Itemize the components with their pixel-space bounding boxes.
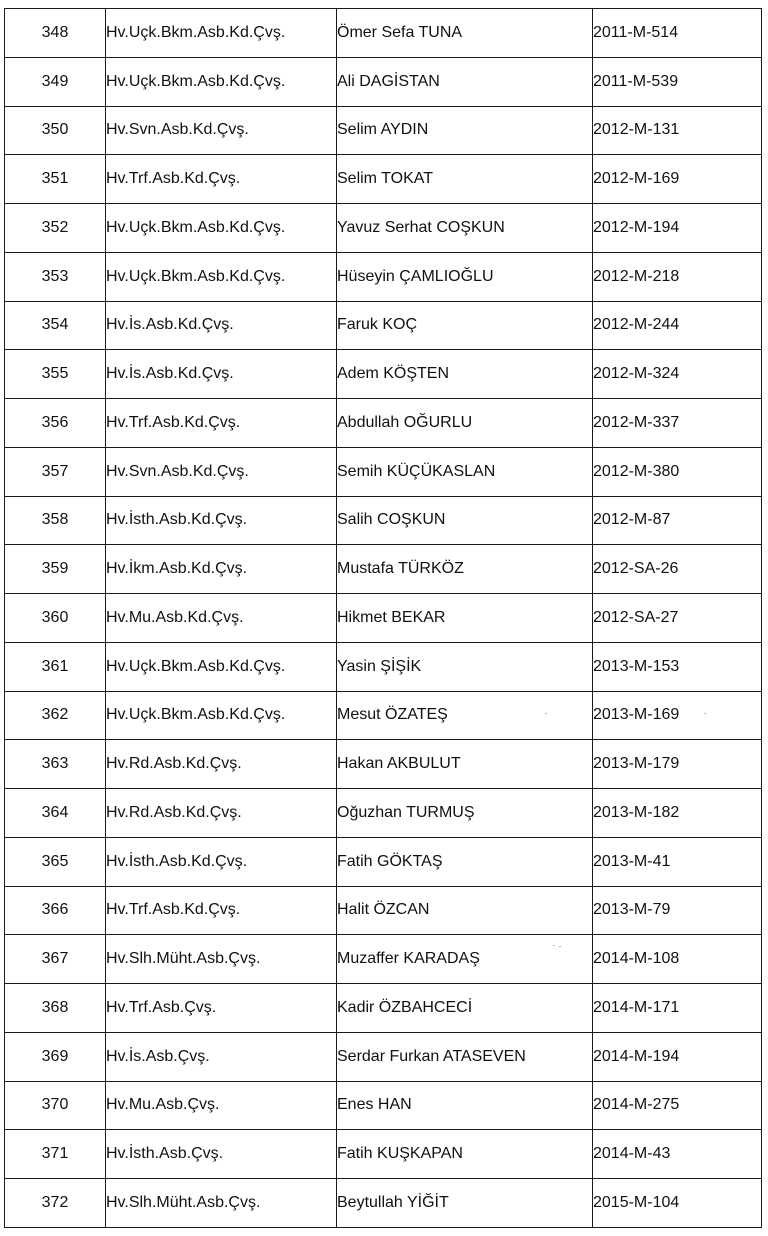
row-number-cell: 348 [5,9,106,58]
registry-number-cell: 2012-M-324 [593,350,762,399]
row-number-cell: 355 [5,350,106,399]
registry-number-cell: 2011-M-539 [593,57,762,106]
registry-number-cell: 2014-M-108 [593,935,762,984]
table-row [5,399,762,448]
row-number-cell: 352 [5,204,106,253]
table-row [5,691,762,740]
full-name-cell: Fatih KUŞKAPAN [337,1130,593,1179]
rank-cell: Hv.Mu.Asb.Çvş. [106,1081,337,1130]
table-row [5,1179,762,1228]
rank-cell: Hv.Uçk.Bkm.Asb.Kd.Çvş. [106,9,337,58]
row-number-cell: 357 [5,447,106,496]
rank-cell: Hv.İs.Asb.Çvş. [106,1032,337,1081]
table-row [5,9,762,58]
table-row [5,1130,762,1179]
full-name-cell: Faruk KOÇ [337,301,593,350]
rank-cell: Hv.Uçk.Bkm.Asb.Kd.Çvş. [106,204,337,253]
full-name-cell: Abdullah OĞURLU [337,399,593,448]
table-row [5,935,762,984]
rank-cell: Hv.Trf.Asb.Kd.Çvş. [106,155,337,204]
table-row [5,789,762,838]
full-name-cell: Serdar Furkan ATASEVEN [337,1032,593,1081]
personnel-table-body [5,9,762,1228]
full-name-cell: Halit ÖZCAN [337,886,593,935]
rank-cell: Hv.İkm.Asb.Kd.Çvş. [106,545,337,594]
registry-number-cell: 2011-M-514 [593,9,762,58]
table-row [5,496,762,545]
row-number-cell: 359 [5,545,106,594]
full-name-cell: Muzaffer KARADAŞ [337,935,593,984]
full-name-cell: Enes HAN [337,1081,593,1130]
registry-number-cell: 2015-M-104 [593,1179,762,1228]
table-row [5,301,762,350]
table-row [5,252,762,301]
registry-number-cell: 2013-M-79 [593,886,762,935]
registry-number-cell: 2012-M-244 [593,301,762,350]
table-row [5,545,762,594]
row-number-cell: 363 [5,740,106,789]
table-row [5,740,762,789]
registry-number-cell: 2012-M-87 [593,496,762,545]
table-row [5,642,762,691]
row-number-cell: 361 [5,642,106,691]
rank-cell: Hv.Svn.Asb.Kd.Çvş. [106,447,337,496]
scan-speck [704,713,706,714]
row-number-cell: 360 [5,594,106,643]
rank-cell: Hv.Trf.Asb.Kd.Çvş. [106,399,337,448]
row-number-cell: 349 [5,57,106,106]
registry-number-cell: 2013-M-182 [593,789,762,838]
rank-cell: Hv.Rd.Asb.Kd.Çvş. [106,740,337,789]
rank-cell: Hv.Trf.Asb.Kd.Çvş. [106,886,337,935]
row-number-cell: 370 [5,1081,106,1130]
full-name-cell: Hikmet BEKAR [337,594,593,643]
scan-speck [553,945,555,946]
full-name-cell: Adem KÖŞTEN [337,350,593,399]
registry-number-cell: 2012-M-380 [593,447,762,496]
registry-number-cell: 2014-M-171 [593,984,762,1033]
registry-number-cell: 2014-M-43 [593,1130,762,1179]
table-row [5,886,762,935]
table-row [5,984,762,1033]
registry-number-cell: 2012-M-169 [593,155,762,204]
row-number-cell: 372 [5,1179,106,1228]
rank-cell: Hv.Uçk.Bkm.Asb.Kd.Çvş. [106,57,337,106]
full-name-cell: Beytullah YİĞİT [337,1179,593,1228]
full-name-cell: Kadir ÖZBAHCECİ [337,984,593,1033]
full-name-cell: Yasin ŞİŞİK [337,642,593,691]
table-row [5,447,762,496]
row-number-cell: 351 [5,155,106,204]
rank-cell: Hv.Slh.Müht.Asb.Çvş. [106,935,337,984]
full-name-cell: Ali DAGİSTAN [337,57,593,106]
registry-number-cell: 2012-SA-27 [593,594,762,643]
rank-cell: Hv.Uçk.Bkm.Asb.Kd.Çvş. [106,691,337,740]
table-row [5,594,762,643]
rank-cell: Hv.İsth.Asb.Kd.Çvş. [106,837,337,886]
registry-number-cell: 2013-M-169 [593,691,762,740]
row-number-cell: 362 [5,691,106,740]
registry-number-cell: 2012-M-337 [593,399,762,448]
scan-speck [545,713,547,714]
personnel-table [4,8,762,1228]
rank-cell: Hv.Slh.Müht.Asb.Çvş. [106,1179,337,1228]
rank-cell: Hv.İsth.Asb.Kd.Çvş. [106,496,337,545]
rank-cell: Hv.Uçk.Bkm.Asb.Kd.Çvş. [106,642,337,691]
full-name-cell: Mesut ÖZATEŞ [337,691,593,740]
full-name-cell: Hakan AKBULUT [337,740,593,789]
full-name-cell: Ömer Sefa TUNA [337,9,593,58]
table-row [5,1081,762,1130]
full-name-cell: Yavuz Serhat COŞKUN [337,204,593,253]
row-number-cell: 367 [5,935,106,984]
row-number-cell: 364 [5,789,106,838]
rank-cell: Hv.Rd.Asb.Kd.Çvş. [106,789,337,838]
registry-number-cell: 2012-M-218 [593,252,762,301]
scan-speck [559,946,561,947]
row-number-cell: 354 [5,301,106,350]
registry-number-cell: 2013-M-153 [593,642,762,691]
registry-number-cell: 2014-M-275 [593,1081,762,1130]
rank-cell: Hv.Mu.Asb.Kd.Çvş. [106,594,337,643]
row-number-cell: 353 [5,252,106,301]
registry-number-cell: 2013-M-179 [593,740,762,789]
table-row [5,350,762,399]
full-name-cell: Fatih GÖKTAŞ [337,837,593,886]
table-row [5,204,762,253]
registry-number-cell: 2012-M-194 [593,204,762,253]
registry-number-cell: 2012-M-131 [593,106,762,155]
registry-number-cell: 2014-M-194 [593,1032,762,1081]
full-name-cell: Hüseyin ÇAMLIOĞLU [337,252,593,301]
row-number-cell: 356 [5,399,106,448]
full-name-cell: Oğuzhan TURMUŞ [337,789,593,838]
table-row [5,1032,762,1081]
table-row [5,106,762,155]
registry-number-cell: 2012-SA-26 [593,545,762,594]
full-name-cell: Selim TOKAT [337,155,593,204]
rank-cell: Hv.İsth.Asb.Çvş. [106,1130,337,1179]
row-number-cell: 358 [5,496,106,545]
row-number-cell: 366 [5,886,106,935]
full-name-cell: Semih KÜÇÜKASLAN [337,447,593,496]
row-number-cell: 350 [5,106,106,155]
row-number-cell: 369 [5,1032,106,1081]
row-number-cell: 371 [5,1130,106,1179]
row-number-cell: 365 [5,837,106,886]
registry-number-cell: 2013-M-41 [593,837,762,886]
full-name-cell: Selim AYDIN [337,106,593,155]
full-name-cell: Mustafa TÜRKÖZ [337,545,593,594]
rank-cell: Hv.Trf.Asb.Çvş. [106,984,337,1033]
rank-cell: Hv.Svn.Asb.Kd.Çvş. [106,106,337,155]
table-row [5,155,762,204]
table-row [5,837,762,886]
rank-cell: Hv.İs.Asb.Kd.Çvş. [106,350,337,399]
rank-cell: Hv.İs.Asb.Kd.Çvş. [106,301,337,350]
rank-cell: Hv.Uçk.Bkm.Asb.Kd.Çvş. [106,252,337,301]
full-name-cell: Salih COŞKUN [337,496,593,545]
row-number-cell: 368 [5,984,106,1033]
table-row [5,57,762,106]
